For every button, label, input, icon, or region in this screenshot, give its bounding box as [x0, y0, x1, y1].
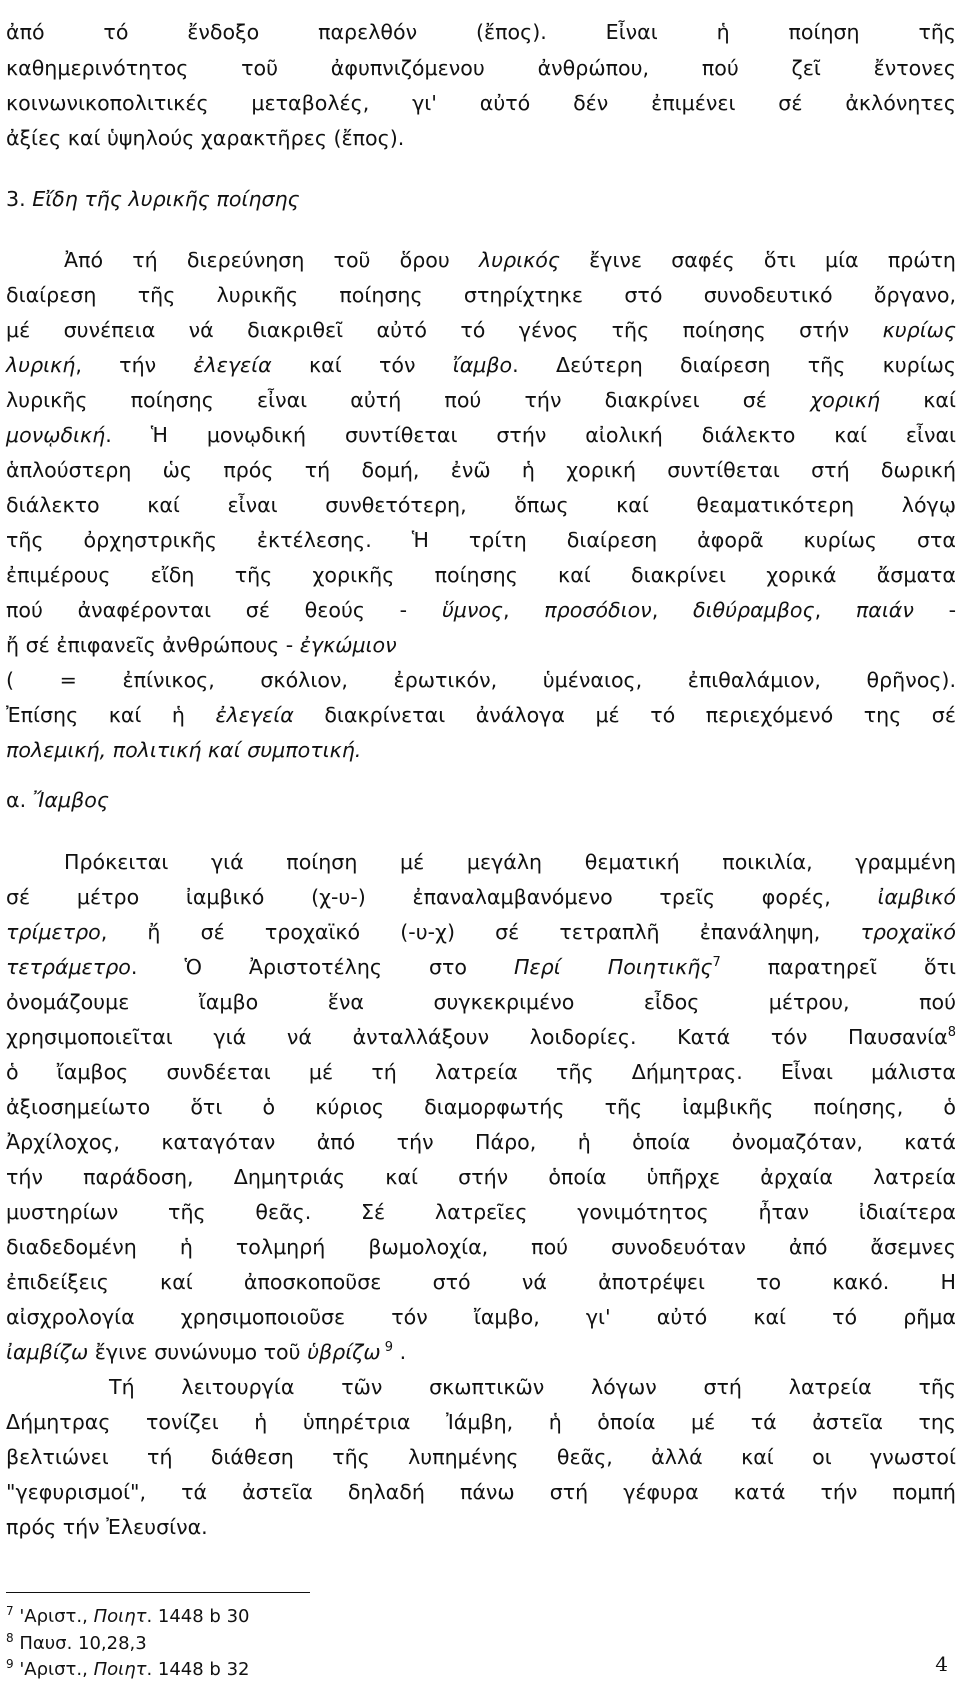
text-line: ἰαμβίζω ἔγινε συνώνυμο τοῦ ὑβρίζω $^9$ .: [6, 1340, 407, 1364]
text-line: τετράμετρο. Ὁ Ἀριστοτέλης στο Περί Ποιητικῆς$^7$ παρατηρεῖ ὅτι: [6, 955, 956, 979]
text-line: Πρόκειται γιά ποίηση μέ μεγάλη θεματική ποικιλία, γραμμένη: [64, 850, 956, 874]
footnote-separator: [6, 1592, 310, 1593]
text-line: λυρική, τήν ἐλεγεία καί τόν ἴαμβο. Δεύτερη διαίρεση τῆς κυρίως: [6, 353, 956, 377]
text-line: ἤ σέ ἐπιφανεῖς ἀνθρώπους - ἐγκώμιον: [6, 633, 397, 657]
text-line: βελτιώνει τή διάθεση τῆς λυπημένης θεᾶς, ἀλλά καί οι γνωστοί: [6, 1445, 956, 1469]
text-line: σέ μέτρο ἰαμβικό (χ-υ-) ἐπαναλαμβανόμενο τρεῖς φορές, ἰαμβικό: [6, 885, 956, 909]
text-line: ἀξίες καί ὑψηλούς χαρακτῆρες (ἔπος).: [6, 126, 405, 150]
text-line: διαδεδομένη ἡ τολμηρή βωμολοχία, πού συνοδευόταν ἀπό ἄσεμνες: [6, 1235, 956, 1259]
text-line: Ἀπό τή διερεύνηση τοῦ ὅρου λυρικός ἔγινε σαφές ὅτι μία πρώτη: [64, 248, 956, 272]
text-line: καθημερινότητος τοῦ ἀφυπνιζόμενου ἀνθρώπου, πού ζεῖ ἔντονες: [6, 56, 956, 80]
text-line: μονῳδική. Ἡ μονῳδική συντίθεται στήν αἰολική διάλεκτο καί εἶναι: [6, 423, 956, 447]
text-line: Ἐπίσης καί ἡ ἐλεγεία διακρίνεται ἀνάλογα μέ τό περιεχόμενό της σέ: [6, 703, 956, 727]
text-line: τήν παράδοση, Δημητριάς καί στήν ὁποία ὑπῆρχε ἀρχαία λατρεία: [6, 1165, 956, 1189]
footnote-ref: 9: [380, 1340, 394, 1355]
text-line: ὀνομάζουμε ἴαμβο ἕνα συγκεκριμένο εἶδος μέτρου, πού: [6, 990, 956, 1014]
footnote-ref: 7: [712, 955, 721, 970]
text-line: ὁ ἴαμβος συνδέεται μέ τή λατρεία τῆς Δήμητρας. Εἶναι μάλιστα: [6, 1060, 956, 1084]
text-line: μέ συνέπεια νά διακριθεῖ αὐτό τό γένος τῆς ποίησης στήν κυρίως: [6, 318, 956, 342]
text-line: αἰσχρολογία χρησιμοποιοῦσε τόν ἴαμβο, γι' αὐτό καί τό ρῆμα: [6, 1305, 956, 1329]
footnote-ref: 8: [947, 1025, 956, 1040]
text-line: πρός τήν Ἐλευσίνα.: [6, 1515, 208, 1539]
text-line: διάλεκτο καί εἶναι συνθετότερη, ὅπως καί θεαματικότερη λόγῳ: [6, 493, 956, 517]
footnote: $^7$ 'Αριστ., Ποιητ. 1448 b 30: [6, 1604, 250, 1627]
text-line: ἐπιδείξεις καί ἀποσκοποῦσε στό νά ἀποτρέψει το κακό. Η: [6, 1270, 956, 1294]
footnote: $^8$ Παυσ. 10,28,3: [6, 1631, 147, 1654]
text-line: "γεφυρισμοί", τά ἀστεῖα δηλαδή πάνω στή γέφυρα κατά τήν πομπή: [6, 1480, 956, 1504]
text-line: ἁπλούστερη ὡς πρός τή δομή, ἐνῶ ἡ χορική συντίθεται στή δωρική: [6, 458, 956, 482]
section-heading: 3. Εἴδη τῆς λυρικῆς ποίησης: [6, 187, 300, 211]
text-line: τρίμετρο, ἤ σέ τροχαϊκό (-υ-χ) σέ τετραπλῆ ἐπανάληψη, τροχαϊκό: [6, 920, 956, 944]
text-line: διαίρεση τῆς λυρικῆς ποίησης στηρίχτηκε στό συνοδευτικό ὄργανο,: [6, 283, 956, 307]
subsection-heading: α. Ἴαμβος: [6, 788, 109, 812]
text-line: κοινωνικοπολιτικές μεταβολές, γι' αὐτό δέν ἐπιμένει σέ ἀκλόνητες: [6, 91, 956, 115]
text-line: χρησιμοποιεῖται γιά νά ἀνταλλάξουν λοιδορίες. Κατά τόν Παυσανία$^8$: [6, 1025, 956, 1049]
page-number: 4: [935, 1652, 948, 1676]
text-line: ἀξιοσημείωτο ὅτι ὁ κύριος διαμορφωτής τῆς ἰαμβικῆς ποίησης, ὁ: [6, 1095, 956, 1119]
text-line: ἐπιμέρους εἴδη τῆς χορικῆς ποίησης καί διακρίνει χορικά ἄσματα: [6, 563, 956, 587]
text-line: τῆς ὀρχηστρικῆς ἐκτέλεσης. Ἡ τρίτη διαίρεση ἀφορᾶ κυρίως στα: [6, 528, 956, 552]
text-line: Δήμητρας τονίζει ἡ ὑπηρέτρια Ἰάμβη, ἡ ὁποία μέ τά ἀστεῖα της: [6, 1410, 956, 1434]
text-line: Τή λειτουργία τῶν σκωπτικῶν λόγων στή λατρεία τῆς: [109, 1375, 956, 1399]
text-line: πολεμική, πολιτική καί συμποτική.: [6, 738, 362, 762]
text-line: πού ἀναφέρονται σέ θεούς - ὕμνος, προσόδιον, διθύραμβος, παιάν -: [6, 598, 957, 622]
text-line: λυρικῆς ποίησης εἶναι αὐτή πού τήν διακρίνει σέ χορική καί: [6, 388, 956, 412]
text-line: Ἀρχίλοχος, καταγόταν ἀπό τήν Πάρο, ἡ ὁποία ὀνομαζόταν, κατά: [6, 1130, 956, 1154]
text-line: μυστηρίων τῆς θεᾶς. Σέ λατρεῖες γονιμότητος ἦταν ἰδιαίτερα: [6, 1200, 956, 1224]
text-line: ἀπό τό ἔνδοξο παρελθόν (ἔπος). Εἶναι ἡ ποίηση τῆς: [6, 20, 956, 44]
text-line: ( = ἐπίνικος, σκόλιον, ἐρωτικόν, ὑμέναιος, ἐπιθαλάμιον, θρῆνος).: [6, 668, 956, 692]
footnote: $^9$ 'Αριστ., Ποιητ. 1448 b 32: [6, 1657, 250, 1680]
